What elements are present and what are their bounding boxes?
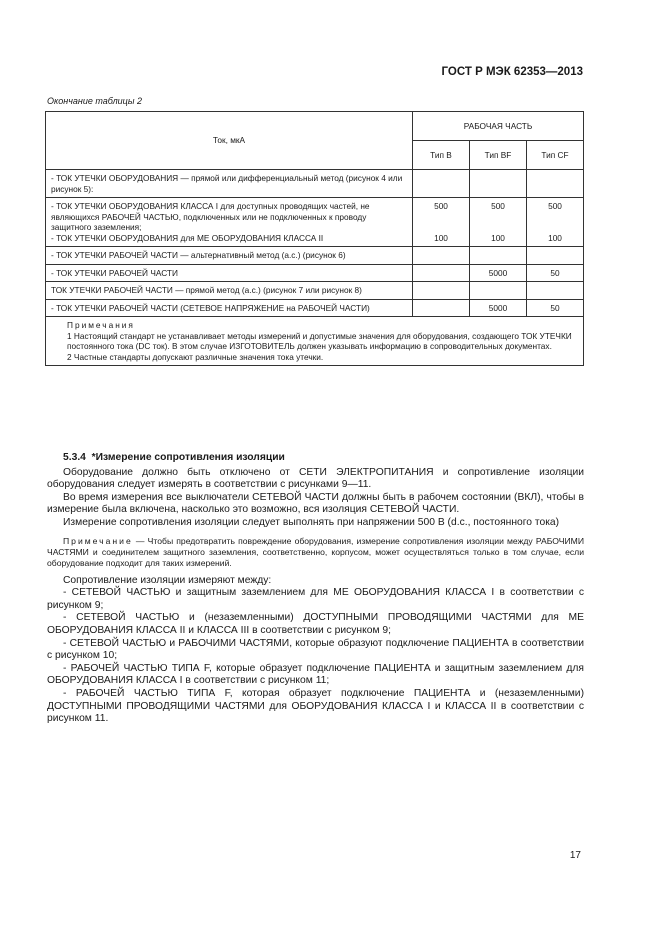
col-current-header: Ток, мкА — [46, 112, 413, 170]
table-row — [46, 247, 584, 265]
value: 100 — [548, 232, 562, 243]
table-notes-row — [46, 317, 584, 366]
cell-b — [413, 282, 470, 300]
table-caption: Окончание таблицы 2 — [47, 96, 142, 106]
section-body — [47, 452, 584, 726]
value: 500 — [548, 201, 562, 211]
notes-title: Примечания — [67, 320, 135, 330]
cell-cf: 50 — [527, 264, 584, 282]
row-label: - ТОК УТЕЧКИ РАБОЧЕЙ ЧАСТИ — [46, 264, 413, 282]
row-label: - ТОК УТЕЧКИ РАБОЧЕЙ ЧАСТИ (СЕТЕВОЕ НАПРЯЖЕНИЕ на РАБОЧЕЙ ЧАСТИ) — [46, 299, 413, 317]
table-row — [46, 198, 584, 247]
cell-cf — [527, 170, 584, 198]
note-label: Примечание — [63, 535, 133, 546]
cell-b — [413, 198, 470, 247]
cell-bf — [470, 247, 527, 265]
value: 500 — [434, 201, 448, 211]
cell-b — [413, 170, 470, 198]
list-item: - СЕТЕВОЙ ЧАСТЬЮ и (незаземленными) ДОСТУПНЫМИ ПРОВОДЯЩИМИ ЧАСТЯМИ для МЕ ОБОРУДОВАНИЯ КЛАССА II и КЛАССА III в соответствии с рисунком 9; — [47, 612, 584, 636]
cell-cf: 50 — [527, 299, 584, 317]
table-row — [46, 299, 584, 317]
row-label: ТОК УТЕЧКИ РАБОЧЕЙ ЧАСТИ — прямой метод (а.с.) (рисунок 7 или рисунок 8) — [46, 282, 413, 300]
col-group-header: РАБОЧАЯ ЧАСТЬ — [413, 112, 584, 141]
table-header-row — [46, 112, 584, 141]
cell-bf — [470, 170, 527, 198]
list-item: - РАБОЧЕЙ ЧАСТЬЮ ТИПА F, которая образует подключение ПАЦИЕНТА и (незаземленными) ДОСТУПНЫМИ ПРОВОДЯЩИМИ ЧАСТЯМИ для ОБОРУДОВАНИЯ КЛАССА I и КЛАССА II в соответствии с рисунком 11. — [47, 687, 584, 725]
standard-header: ГОСТ Р МЭК 62353—2013 — [441, 66, 583, 78]
note-2: 2 Частные стандарты допускают различные значения тока утечки. — [67, 351, 324, 362]
cell-bf — [470, 282, 527, 300]
note-1: 1 Настоящий стандарт не устанавливает методы измерений и допустимые значения для оборудования, создающего ТОК УТЕЧКИ постоянного тока (DC ток). В этом случае ИЗГОТОВИТЕЛЬ должен указывать информацию в сопроводительных документах. — [67, 330, 572, 351]
row-label-group — [46, 198, 413, 247]
section-note — [47, 536, 584, 569]
cell-cf — [527, 198, 584, 247]
cell-bf: 5000 — [470, 299, 527, 317]
cell-bf — [470, 198, 527, 247]
value: 100 — [491, 232, 505, 243]
page-number: 17 — [569, 850, 581, 861]
cell-b — [413, 264, 470, 282]
cell-bf: 5000 — [470, 264, 527, 282]
row-label: - ТОК УТЕЧКИ ОБОРУДОВАНИЯ КЛАССА I для доступных проводящих частей, не являющихся РАБОЧЕЙ ЧАСТЬЮ, подключенных или не подключенных к проводу защитного заземления; — [51, 201, 370, 232]
cell-b — [413, 247, 470, 265]
table-row — [46, 170, 584, 198]
section-number: 5.3.4 — [63, 452, 86, 463]
paragraph: Во время измерения все выключатели СЕТЕВОЙ ЧАСТИ должны быть в рабочем состоянии (ВКЛ), чтобы в измерение была включена, насколько это возможно, вся изоляция СЕТЕВОЙ ЧАСТИ. — [47, 491, 584, 516]
col-type-b: Тип B — [413, 141, 470, 170]
list-item: - СЕТЕВОЙ ЧАСТЬЮ и защитным заземлением для МЕ ОБОРУДОВАНИЯ КЛАССА I в соответствии с рисунком 9; — [47, 587, 584, 611]
section-title: *Измерение сопротивления изоляции — [91, 452, 285, 463]
table-notes — [46, 317, 584, 366]
value: 100 — [434, 232, 448, 243]
paragraph: Оборудование должно быть отключено от СЕТИ ЭЛЕКТРОПИТАНИЯ и сопротивление изоляции оборудования следует измерять в соответствии с рисунками 9—11. — [47, 466, 584, 491]
table-row — [46, 264, 584, 282]
paragraph: Измерение сопротивления изоляции следует выполнять при напряжении 500 В (d.c., постоянного тока) — [63, 516, 560, 528]
col-type-cf: Тип CF — [527, 141, 584, 170]
section-heading — [47, 452, 584, 465]
table-row — [46, 282, 584, 300]
cell-b — [413, 299, 470, 317]
list-intro: Сопротивление изоляции измеряют между: — [63, 574, 272, 586]
col-type-bf: Тип BF — [470, 141, 527, 170]
note-text: — Чтобы предотвратить повреждение оборудования, измерение сопротивления изоляции между РАБОЧИМИ ЧАСТЯМИ и соединителем защитного заземления, соответственно, корпусом, может осуществляться только в том случае, если оборудование подходит для таких измерений. — [47, 535, 585, 568]
list-item: - РАБОЧЕЙ ЧАСТЬЮ ТИПА F, которые образует подключение ПАЦИЕНТА и защитным заземлением для ОБОРУДОВАНИЯ КЛАССА I в соответствии с рисунком 11; — [47, 662, 584, 687]
leakage-current-table — [45, 111, 584, 366]
row-label: - ТОК УТЕЧКИ ОБОРУДОВАНИЯ — прямой или дифференциальный метод (рисунок 4 или рисунок 5): — [46, 170, 413, 198]
cell-cf — [527, 282, 584, 300]
row-label: - ТОК УТЕЧКИ ОБОРУДОВАНИЯ для МЕ ОБОРУДОВАНИЯ КЛАССА II — [51, 232, 324, 243]
list-item: - СЕТЕВОЙ ЧАСТЬЮ и РАБОЧИМИ ЧАСТЯМИ, которые образуют подключение ПАЦИЕНТА в соответствии с рисунком 10; — [47, 637, 584, 662]
cell-cf — [527, 247, 584, 265]
row-label: - ТОК УТЕЧКИ РАБОЧЕЙ ЧАСТИ — альтернативный метод (а.с.) (рисунок 6) — [46, 247, 413, 265]
value: 500 — [491, 201, 505, 211]
